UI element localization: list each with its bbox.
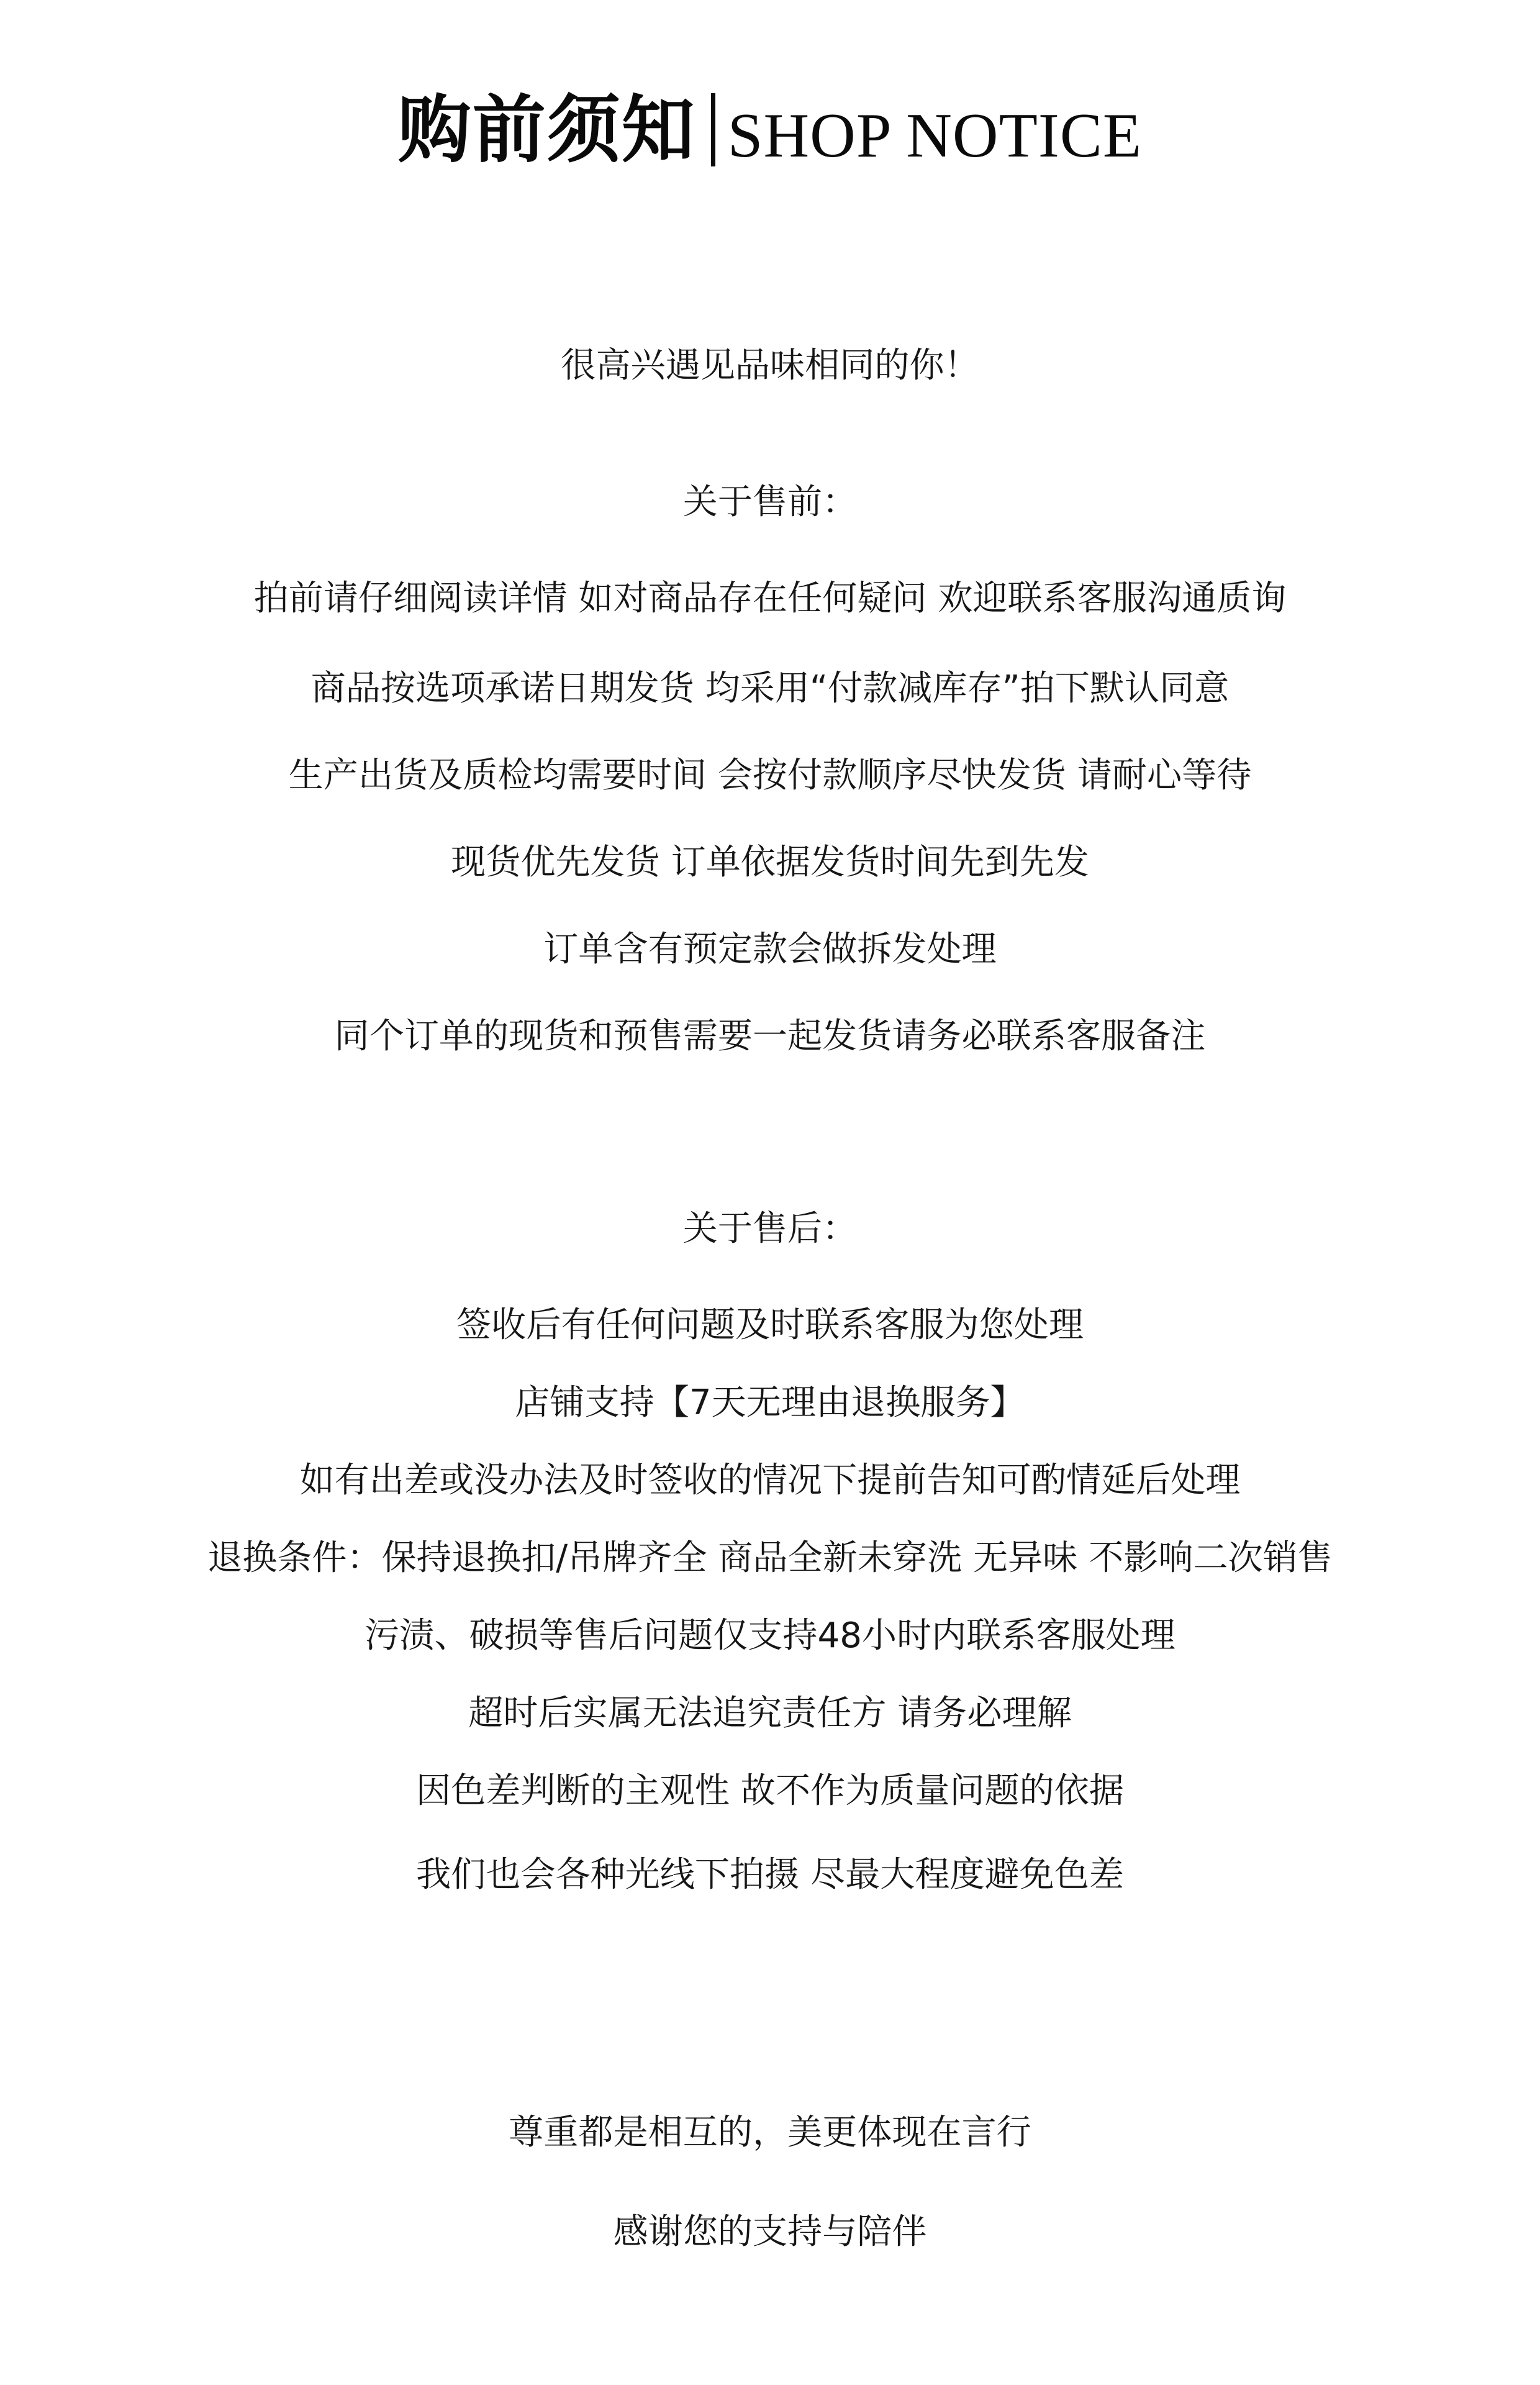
after-sale-line: 我们也会各种光线下拍摄 尽最大程度避免色差	[415, 1855, 1125, 1895]
after-sale-line: 签收后有任何问题及时联系客服为您处理	[456, 1305, 1084, 1345]
pre-sale-line: 同个订单的现货和预售需要一起发货请务必联系客服备注	[334, 1016, 1206, 1056]
after-sale-line: 如有出差或没办法及时签收的情况下提前告知可酌情延后处理	[299, 1460, 1241, 1501]
page-title: 购前须知	[397, 87, 696, 173]
after-sale-line: 因色差判断的主观性 故不作为质量问题的依据	[415, 1771, 1125, 1811]
greeting-text: 很高兴遇见品味相同的你！	[561, 345, 979, 386]
after-sale-line: 退换条件：保持退换扣/吊牌齐全 商品全新未穿洗 无异味 不影响二次销售	[207, 1538, 1333, 1578]
closing-line: 尊重都是相互的，美更体现在言行	[509, 2112, 1031, 2153]
after-sale-heading: 关于售后：	[682, 1209, 858, 1249]
pre-sale-line: 商品按选项承诺日期发货 均采用“付款减库存”拍下默认同意	[310, 668, 1230, 709]
pre-sale-line: 生产出货及质检均需要时间 会按付款顺序尽快发货 请耐心等待	[288, 755, 1252, 796]
page-header	[0, 87, 1540, 173]
pre-sale-heading: 关于售前：	[682, 482, 858, 522]
closing-line: 感谢您的支持与陪伴	[613, 2212, 927, 2252]
after-sale-line: 店铺支持【7天无理由退换服务】	[515, 1383, 1025, 1423]
after-sale-line: 超时后实属无法追究责任方 请务必理解	[468, 1693, 1072, 1733]
after-sale-line: 污渍、破损等售后问题仅支持48小时内联系客服处理	[365, 1615, 1175, 1656]
page-subtitle: SHOP NOTICE	[727, 101, 1143, 171]
title-divider	[711, 93, 715, 166]
pre-sale-line: 拍前请仔细阅读详情 如对商品存在任何疑问 欢迎联系客服沟通质询	[253, 578, 1287, 619]
pre-sale-line: 现货优先发货 订单依据发货时间先到先发	[451, 842, 1089, 883]
pre-sale-line: 订单含有预定款会做拆发处理	[543, 929, 997, 970]
